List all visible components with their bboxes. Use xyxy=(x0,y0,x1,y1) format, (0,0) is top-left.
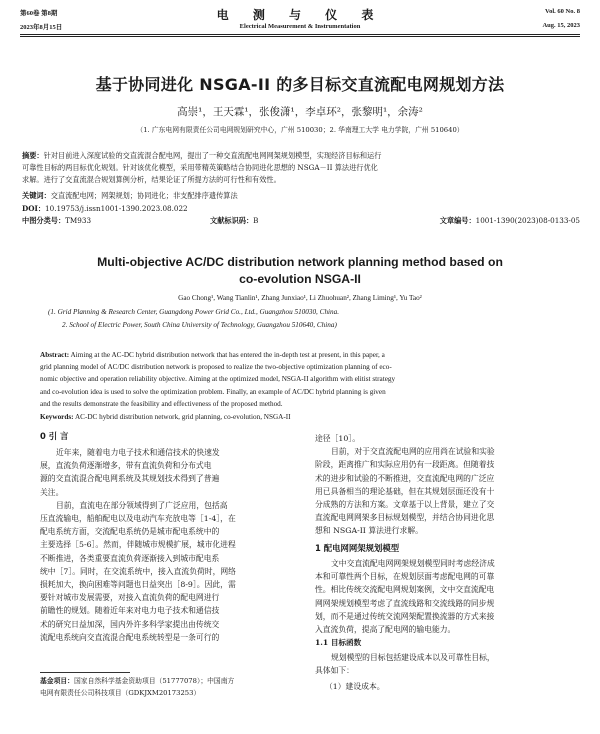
body-line: 分成熟的方法和方案。文章基于以上背景，建立了交 xyxy=(315,500,495,510)
body-line: 本和可靠性两个目标，在规划层面考虑配电网的可靠 xyxy=(315,572,495,582)
body-line: 网网架规划模型考虑了直流线路和交流线路的同步规 xyxy=(315,598,495,608)
volume-issue-en: Vol. 60 No. 8 xyxy=(545,8,580,15)
abstract-cn-line-3: 求解。进行了交直流混合规划算例分析，结果论证了所提方法的可行性和有效性。 xyxy=(22,175,281,184)
doi: DOI：10.19753/j.issn1001-1390.2023.08.022 xyxy=(22,204,188,213)
paper-title-cn: 基于协同进化 NSGA-II 的多目标交直流配电网规划方法 xyxy=(95,75,505,94)
body-line: 压直流输电，船舶配电以及电动汽车充放电等［1-4］，在 xyxy=(40,514,236,524)
body-line: 性。相比传统交流配电网规划案例，文中交直流配电 xyxy=(315,585,495,595)
keywords-en-label: Keywords: xyxy=(40,413,74,421)
body-line: 不断推进，各类重要直流负荷逐渐接入到城市配电系 xyxy=(40,553,220,563)
body-line: 损耗加大，换向困难等问题也日益突出［8-9］。因此，需 xyxy=(40,580,236,590)
funding-label: 基金项目： xyxy=(40,677,74,685)
header-rule-top xyxy=(20,34,580,35)
volume-issue-cn: 第60卷 第8期 xyxy=(20,10,58,17)
abstract-cn-label: 摘要： xyxy=(22,151,44,160)
body-line: 关注。 xyxy=(40,487,64,497)
affiliation-cn: （1. 广东电网有限责任公司电网规划研究中心，广州 510030；2. 华南理工大学 电力学院，广州 510640） xyxy=(136,126,464,134)
section-1-1-text xyxy=(315,651,577,679)
body-line: 目前，直流电在部分领域得到了广泛应用，包括高 xyxy=(56,500,228,510)
header-rule-bottom xyxy=(20,36,580,37)
keywords-en: Keywords: AC-DC hybrid distribution network, grid planning, co-evolution, NSGA-II xyxy=(40,413,291,421)
body-line: 想和 NSGA-II 算法进行求解。 xyxy=(315,526,423,536)
body-line: 阶段，距离推广和实际应用仍有一段距离。但随着技 xyxy=(315,460,495,470)
body-line: 源的交直流混合配电网系统及其规划技术得到了普遍 xyxy=(40,474,220,484)
abstract-cn-line-2: 可靠性目标的两目标优化规划。针对该优化模型，采用带精英策略结合协同进化思想的 NSGA－II 算法进行优化 xyxy=(22,163,378,172)
left-column-text xyxy=(40,446,302,646)
doi-label: DOI： xyxy=(22,204,46,213)
abstract-en-line-4: and co-evolution idea is used to solve the optimization problem. Finally, an example of AC/DC hybrid planning is given xyxy=(40,387,386,396)
list-item-construction-cost: （1）建设成本。 xyxy=(325,682,385,691)
document-code: 文献标识码：B xyxy=(210,216,259,225)
section-1-text xyxy=(315,557,577,637)
body-line: 近年来，随着电力电子技术和通信技术的快速发 xyxy=(56,448,220,457)
abstract-en-label: Abstract: xyxy=(40,351,70,359)
clc-number: 中图分类号：TM933 xyxy=(22,216,92,225)
article-number: 文章编号：1001-1390(2023)08-0133-05 xyxy=(439,216,580,225)
affiliation-en-1: (1. Grid Planning & Research Center, Guangdong Power Grid Co., Ltd., Guangzhou 510030, China. xyxy=(48,308,340,316)
right-column-text xyxy=(315,432,577,538)
body-line: 划，而不是通过传统交流网架配置换流器的方式来接 xyxy=(315,611,495,621)
section-1-heading: 1 配电网网架规划模型 xyxy=(315,543,400,553)
paper-title-en: Multi-objective AC/DC distribution network planning method based on co-evolution NSGA-II xyxy=(97,255,503,286)
authors-cn: 高崇¹，王天霖¹，张俊潇¹，李卓环²，张黎明¹，余涛² xyxy=(177,106,423,118)
body-line: 流配电系统向交直流混合配电系统转型是一条可行的 xyxy=(40,632,220,642)
journal-name-cn: 电 测 与 仪 表 xyxy=(216,8,384,22)
abstract-en-line-3: nomic objective and operation reliability objective. Aiming at the optimized model, NSGA-II algorithm with elitist strategy xyxy=(40,375,396,384)
abstract-en xyxy=(40,349,565,410)
authors-en: Gao Chong¹, Wang Tianlin¹, Zhang Junxiao¹, Li Zhuohuan², Zhang Liming¹, Yu Tao² xyxy=(178,294,422,302)
abstract-en-line-5: and the results demonstrate the feasibility and effectiveness of the proposed method. xyxy=(40,399,283,408)
affiliation-en-2: 2. School of Electric Power, South China University of Technology, Guangzhou 510640, China) xyxy=(62,321,337,329)
journal-name-en: Electrical Measurement & Instrumentation xyxy=(239,23,361,30)
keywords-cn-label: 关键词： xyxy=(22,191,51,200)
body-line: 展，直流负荷逐渐增多，带有直流负荷和分布式电 xyxy=(40,461,212,471)
date-cn: 2023年8月15日 xyxy=(20,24,63,31)
body-line: 前瞻性的规划。随着近年来对电力电子技术和通信技 xyxy=(40,606,220,616)
body-line: 术的研究日益加深，国内外许多科学家提出由传统交 xyxy=(40,619,220,629)
body-line: 具体如下： xyxy=(315,666,354,676)
body-line: 要针对城市发展需要，对接入直流负荷的配电网进行 xyxy=(40,593,220,603)
body-line: 目前，对于交直流配电网的应用尚在试验和实验 xyxy=(331,447,495,457)
body-line: 途径［10］。 xyxy=(315,434,361,443)
body-line: 配电系统方面，交流配电系统仍是城市配电系统中的 xyxy=(40,527,220,537)
body-line: 用已具备相当的理论基础，但在其规划层面还没有十 xyxy=(315,486,495,496)
body-line: 入直流负荷，提高了配电网的输电能力。 xyxy=(315,625,456,635)
body-line: 文中交直流配电网网架规划模型同时考虑经济成 xyxy=(331,559,495,568)
body-line: 统中［7］。同时，在交流系统中，接入直流负荷时，网络 xyxy=(40,566,236,576)
section-intro-heading: 0 引 言 xyxy=(40,431,69,441)
abstract-cn-line-1: 摘要：针对目前进入深度试验的交直流混合配电网，提出了一种交直流配电网网架规划模型，实现经济目标和运行 xyxy=(22,151,382,160)
footnote-rule xyxy=(40,672,130,673)
abstract-en-line-2: grid planning model of AC/DC distribution network is proposed to realize the two-objective optimization planning of eco- xyxy=(40,363,392,372)
abstract-en-line-1: Abstract: Aiming at the AC-DC hybrid distribution network that has entered the in-depth test at present, in this paper, a xyxy=(40,351,385,359)
funding-note-line-2: 电网有限责任公司科技项目（GDKJXM20173253） xyxy=(40,689,201,697)
body-line: 主要选择［5-6］。然而，伴随城市规模扩展，城市化进程 xyxy=(40,540,236,550)
section-1-1-heading: 1.1 目标函数 xyxy=(315,638,362,647)
funding-note-line-1: 基金项目：国家自然科学基金资助项目（51777078）；中国南方 xyxy=(40,677,235,685)
date-en: Aug. 15, 2023 xyxy=(542,22,580,29)
keywords-cn: 关键词：交直流配电网；网架规划；协同进化；非支配排序遗传算法 xyxy=(22,191,238,200)
body-line: 规划模型的目标包括建设成本以及可靠性目标， xyxy=(331,653,495,662)
body-line: 术的进步和试验的不断推进，交直流配电网的广泛应 xyxy=(315,473,495,483)
body-line: 直流配电网网架多目标规划模型，并结合协同进化思 xyxy=(315,513,495,523)
